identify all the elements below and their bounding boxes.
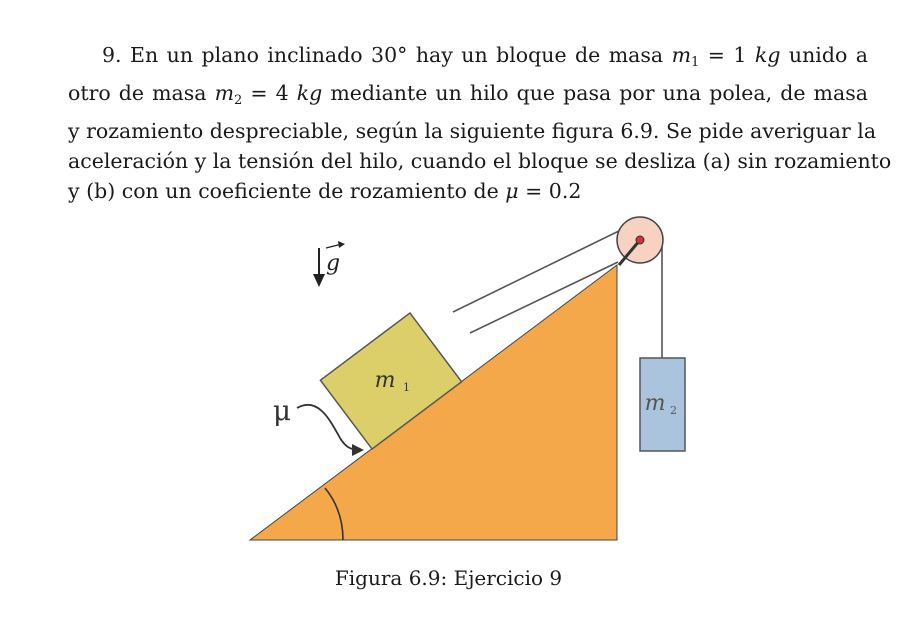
gravity-vector-arrowhead xyxy=(338,241,345,248)
problem-statement xyxy=(68,40,892,206)
figure-caption: Figura 6.9: Ejercicio 9 xyxy=(334,566,563,590)
friction-label: μ xyxy=(272,394,292,427)
problem-text: unido a xyxy=(788,43,868,67)
mass2-expression: $m_2 = 4$ kg xyxy=(214,81,323,108)
problem-line-4: aceleración y la tensión del hilo, cuando el bloque se desliza (a) sin rozamiento xyxy=(68,149,892,173)
pulley-hub xyxy=(636,236,644,244)
friction-pointer-head xyxy=(352,444,364,456)
mass1-expression: $m_1 = 1$ kg xyxy=(671,43,781,70)
problem-line-1 xyxy=(68,40,868,78)
block-m1-subscript: 1 xyxy=(403,381,410,394)
problem-text: mediante un hilo que pasa por una polea, de masa xyxy=(330,81,868,105)
problem-text: otro de masa xyxy=(68,81,207,105)
problem-line-5 xyxy=(68,176,868,206)
gravity-label: g xyxy=(325,251,341,276)
problem-line-2 xyxy=(68,78,868,116)
incline-pulley-figure xyxy=(240,210,700,550)
gravity-arrowhead xyxy=(313,274,325,287)
block-m1-label: m xyxy=(374,368,396,393)
mu-expression: μ = 0.2 xyxy=(505,179,582,203)
problem-text: y (b) con un coeficiente de rozamiento de xyxy=(68,179,499,203)
problem-number: 9. xyxy=(102,43,122,67)
block-m2-subscript: 2 xyxy=(670,404,677,417)
problem-line-3: y rozamiento despreciable, según la siguiente figura 6.9. Se pide averiguar la xyxy=(68,119,877,143)
block-m2-label: m xyxy=(644,391,666,416)
problem-text: En un plano inclinado 30° hay un bloque de masa xyxy=(130,43,664,67)
